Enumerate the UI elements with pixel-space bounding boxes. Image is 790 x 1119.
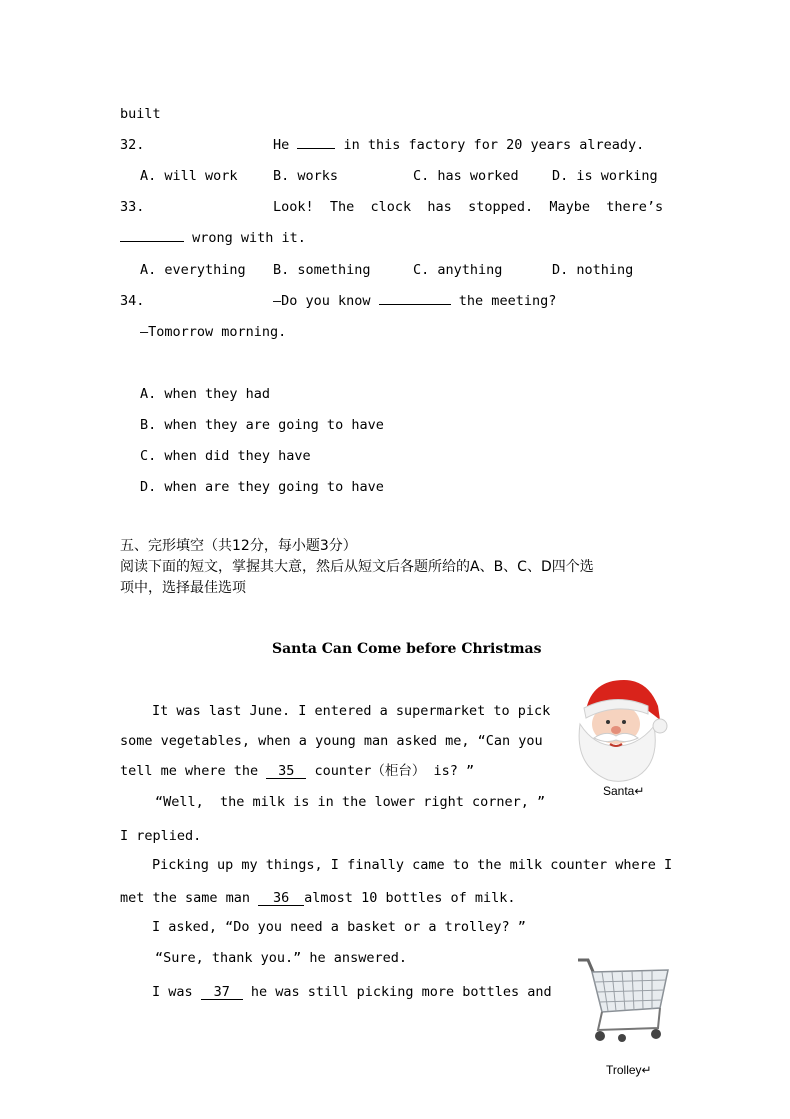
question-34-option-a: A. when they had: [140, 386, 271, 402]
question-34-stem: —Do you know the meeting?: [273, 293, 557, 309]
section-heading: 五、完形填空（共12分，每小题3分）: [120, 538, 357, 554]
answer-blank: [379, 304, 451, 305]
trolley-caption: Trolley↵: [606, 1063, 652, 1077]
question-33-number: 33.: [120, 199, 145, 215]
question-33-stem: Look! The clock has stopped. Maybe there’s: [273, 199, 664, 215]
question-32-option-b: B. works: [273, 168, 339, 184]
passage-line: I asked, “Do you need a basket or a trolley? ”: [152, 919, 526, 935]
question-33-option-b: B. something: [273, 262, 371, 278]
question-34-option-d: D. when are they going to have: [140, 479, 384, 495]
question-34-option-c: C. when did they have: [140, 448, 311, 464]
passage-line: It was last June. I entered a supermarket to pick: [152, 703, 551, 719]
carryover-word: built: [120, 106, 161, 122]
section-instructions: 阅读下面的短文，掌握其大意，然后从短文后各题所给的A、B、C、D四个选: [120, 559, 594, 575]
question-33-option-c: C. anything: [413, 262, 503, 278]
question-33-option-a: A. everything: [140, 262, 246, 278]
passage-title: Santa Can Come before Christmas: [272, 641, 542, 657]
question-34-reply: —Tomorrow morning.: [140, 324, 287, 340]
santa-image: [568, 676, 672, 784]
question-32-option-d: D. is working: [552, 168, 658, 184]
question-32-number: 32.: [120, 137, 145, 153]
passage-line: tell me where the 35 counter（柜台） is? ”: [120, 763, 475, 779]
passage-line: met the same man 36 almost 10 bottles of milk.: [120, 890, 516, 906]
section-instructions-cont: 项中，选择最佳选项: [120, 580, 246, 596]
passage-line: “Well, the milk is in the lower right corner, ”: [155, 794, 546, 810]
trolley-image: [572, 954, 674, 1050]
question-34-number: 34.: [120, 293, 145, 309]
santa-caption: Santa↵: [603, 784, 645, 798]
passage-line: Picking up my things, I finally came to the milk counter where I: [152, 857, 673, 873]
blank-36: 36: [258, 891, 304, 906]
answer-blank: [297, 148, 335, 149]
blank-35: 35: [266, 764, 306, 779]
passage-line: some vegetables, when a young man asked me, “Can you: [120, 733, 543, 749]
question-32-stem: He in this factory for 20 years already.: [273, 137, 645, 153]
question-34-option-b: B. when they are going to have: [140, 417, 384, 433]
blank-37: 37: [201, 985, 243, 1000]
passage-line: I replied.: [120, 828, 202, 844]
question-32-option-a: A. will work: [140, 168, 238, 184]
question-33-stem-cont: wrong with it.: [120, 229, 306, 247]
question-33-option-d: D. nothing: [552, 262, 634, 278]
answer-blank: [120, 241, 184, 242]
passage-line: “Sure, thank you.” he answered.: [155, 950, 407, 966]
question-32-option-c: C. has worked: [413, 168, 519, 184]
passage-line: I was 37 he was still picking more bottles and: [152, 984, 552, 1000]
